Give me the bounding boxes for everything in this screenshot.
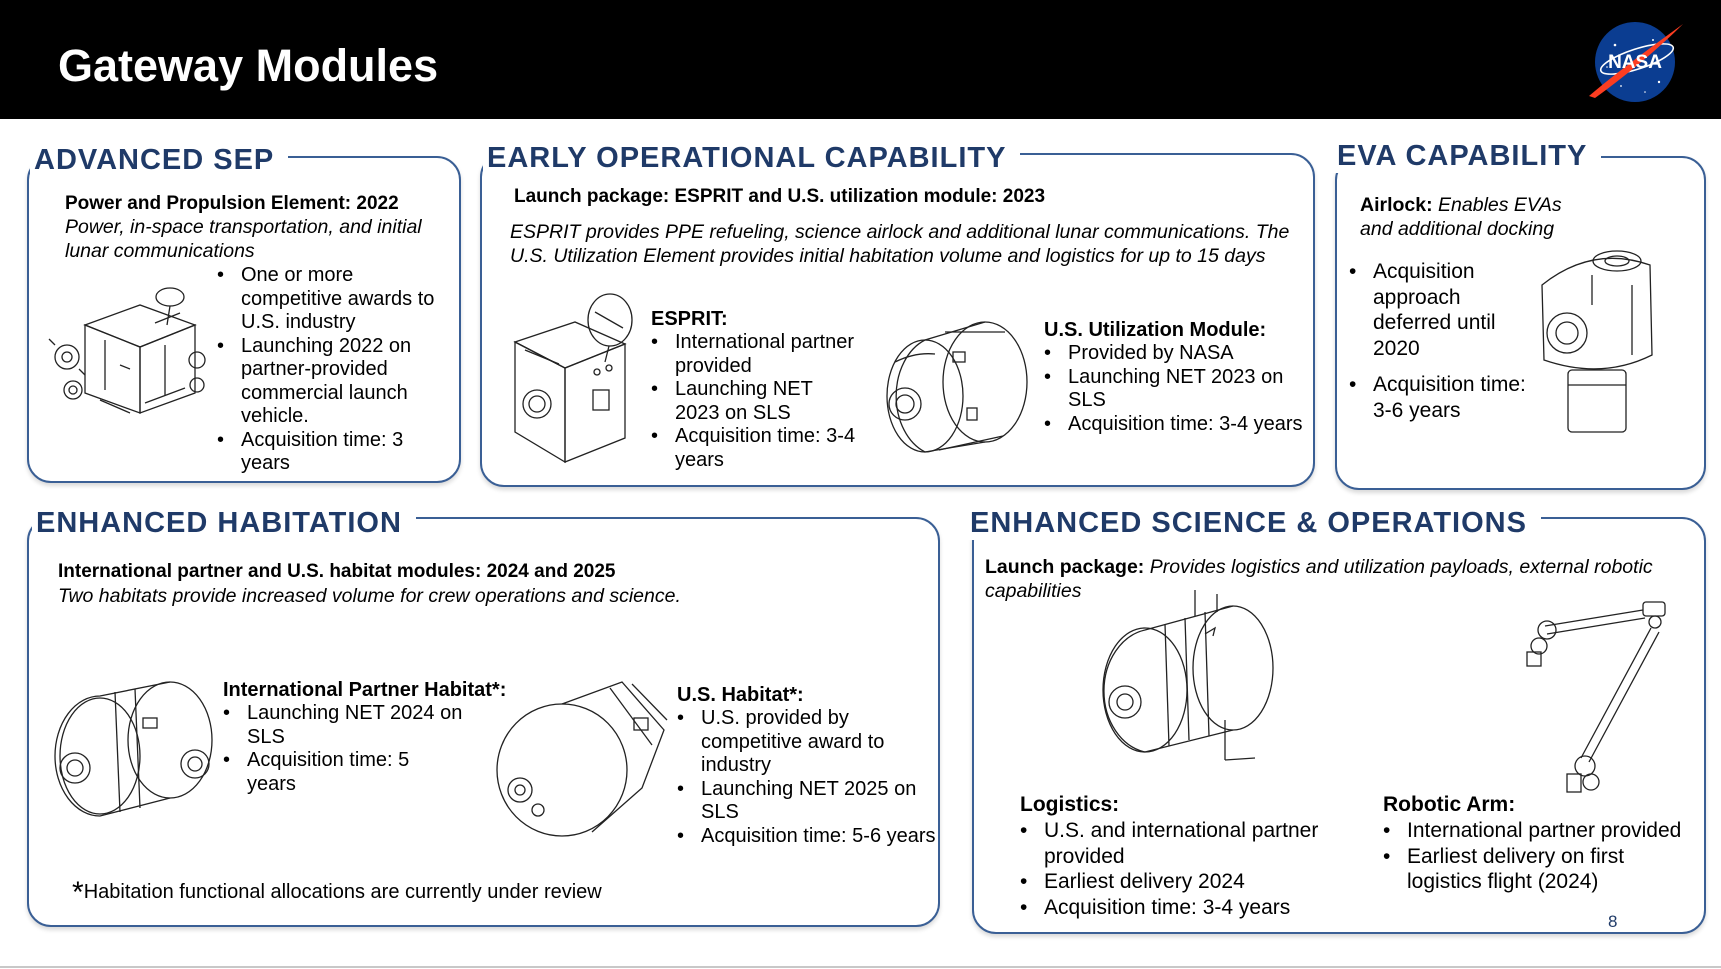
habitation-subtitle: International partner and U.S. habitat modules: 2024 and 2025 bbox=[58, 561, 616, 582]
list-item: • Earliest delivery 2024 bbox=[1020, 869, 1320, 895]
ip-habitat-title: International Partner Habitat*: bbox=[223, 679, 507, 701]
ppe-description: Power, in-space transportation, and initial lunar communications bbox=[65, 216, 422, 262]
habitation-description: Two habitats provide increased volume for crew operations and science. bbox=[58, 585, 681, 607]
robotic-arm-bullet-list bbox=[1383, 818, 1693, 895]
logistics-bullet-list bbox=[1020, 818, 1320, 920]
esprit-illustration bbox=[505, 292, 645, 472]
launch-package-description: Provides logistics and utilization payloads, external robotic capabilities bbox=[985, 556, 1653, 602]
list-item: • Earliest delivery on first logistics flight (2024) bbox=[1383, 844, 1693, 895]
list-item: • Launching NET 2024 on SLS bbox=[223, 702, 463, 749]
logistics-illustration bbox=[1085, 590, 1285, 775]
launch-package-label: Launch package: bbox=[985, 556, 1145, 578]
eva-bullet-list bbox=[1349, 259, 1534, 434]
list-item: • Acquisition time: 3-6 years bbox=[1349, 372, 1534, 423]
early-ops-heading: EARLY OPERATIONAL CAPABILITY bbox=[483, 142, 1020, 175]
list-item: • U.S. and international partner provided bbox=[1020, 818, 1320, 869]
airlock-description: Enables EVAs and additional docking bbox=[1360, 194, 1562, 240]
nasa-logo bbox=[1585, 12, 1685, 112]
list-item: • Provided by NASA bbox=[1044, 342, 1314, 366]
list-item: • Acquisition time: 3 years bbox=[217, 429, 447, 476]
utilization-title: U.S. Utilization Module: bbox=[1044, 319, 1267, 341]
list-item: • Acquisition time: 5-6 years bbox=[677, 825, 937, 849]
utilization-bullet-list bbox=[1044, 342, 1314, 436]
us-habitat-title: U.S. Habitat*: bbox=[677, 684, 804, 706]
esprit-title: ESPRIT: bbox=[651, 308, 728, 330]
ppe-subtitle: Power and Propulsion Element: 2022 bbox=[65, 193, 399, 214]
airlock-illustration bbox=[1522, 245, 1662, 440]
list-item: • Acquisition time: 5 years bbox=[223, 749, 463, 796]
advanced-sep-heading: ADVANCED SEP bbox=[30, 144, 288, 177]
enhanced-science-heading: ENHANCED SCIENCE & OPERATIONS bbox=[966, 507, 1541, 540]
page-number: 8 bbox=[1608, 912, 1618, 931]
list-item: • U.S. provided by competitive award to industry bbox=[677, 707, 937, 778]
list-item: • Acquisition time: 3-4 years bbox=[1020, 895, 1320, 921]
logistics-title: Logistics: bbox=[1020, 793, 1120, 816]
airlock-label: Airlock: bbox=[1360, 194, 1433, 216]
esprit-bullet-list bbox=[651, 331, 861, 472]
list-item: • Launching 2022 on partner-provided commercial launch vehicle. bbox=[217, 335, 447, 429]
footer-divider bbox=[0, 966, 1721, 968]
list-item: • Acquisition time: 3-4 years bbox=[651, 425, 861, 472]
us-habitat-bullet-list bbox=[677, 707, 937, 848]
nasa-logo-text: NASA bbox=[1608, 52, 1662, 73]
ip-habitat-illustration bbox=[45, 668, 220, 828]
ppe-bullet-list bbox=[217, 264, 447, 476]
airlock-text bbox=[1360, 193, 1590, 241]
enhanced-habitation-heading: ENHANCED HABITATION bbox=[32, 507, 416, 540]
habitation-footnote bbox=[72, 876, 602, 909]
list-item: • Launching NET 2023 on SLS bbox=[651, 378, 861, 425]
list-item: • International partner provided bbox=[1383, 818, 1693, 844]
footnote-text: Habitation functional allocations are currently under review bbox=[83, 881, 602, 903]
ip-habitat-bullet-list bbox=[223, 702, 463, 796]
list-item: • Launching NET 2023 on SLS bbox=[1044, 366, 1314, 413]
robotic-arm-title: Robotic Arm: bbox=[1383, 793, 1516, 816]
list-item: • Acquisition approach deferred until 2020 bbox=[1349, 259, 1534, 361]
list-item: • Launching NET 2025 on SLS bbox=[677, 778, 937, 825]
eva-heading: EVA CAPABILITY bbox=[1333, 140, 1601, 173]
footnote-star: * bbox=[72, 876, 84, 909]
list-item: • Acquisition time: 3-4 years bbox=[1044, 413, 1314, 437]
ppe-illustration bbox=[45, 285, 215, 425]
robotic-arm-illustration bbox=[1525, 598, 1685, 798]
utilization-module-illustration bbox=[875, 312, 1035, 467]
list-item: • International partner provided bbox=[651, 331, 861, 378]
page-title: Gateway Modules bbox=[58, 40, 439, 91]
us-habitat-illustration bbox=[492, 670, 672, 840]
early-ops-subtitle: Launch package: ESPRIT and U.S. utilization module: 2023 bbox=[514, 186, 1046, 207]
title-bar bbox=[0, 0, 1721, 119]
early-ops-description: ESPRIT provides PPE refueling, science airlock and additional lunar communications. The U.S. Utilization Element provides initial habitation volume and logistics for up to 15 days bbox=[510, 221, 1290, 267]
nasa-meatball-icon bbox=[1585, 12, 1685, 112]
list-item: • One or more competitive awards to U.S. industry bbox=[217, 264, 447, 335]
